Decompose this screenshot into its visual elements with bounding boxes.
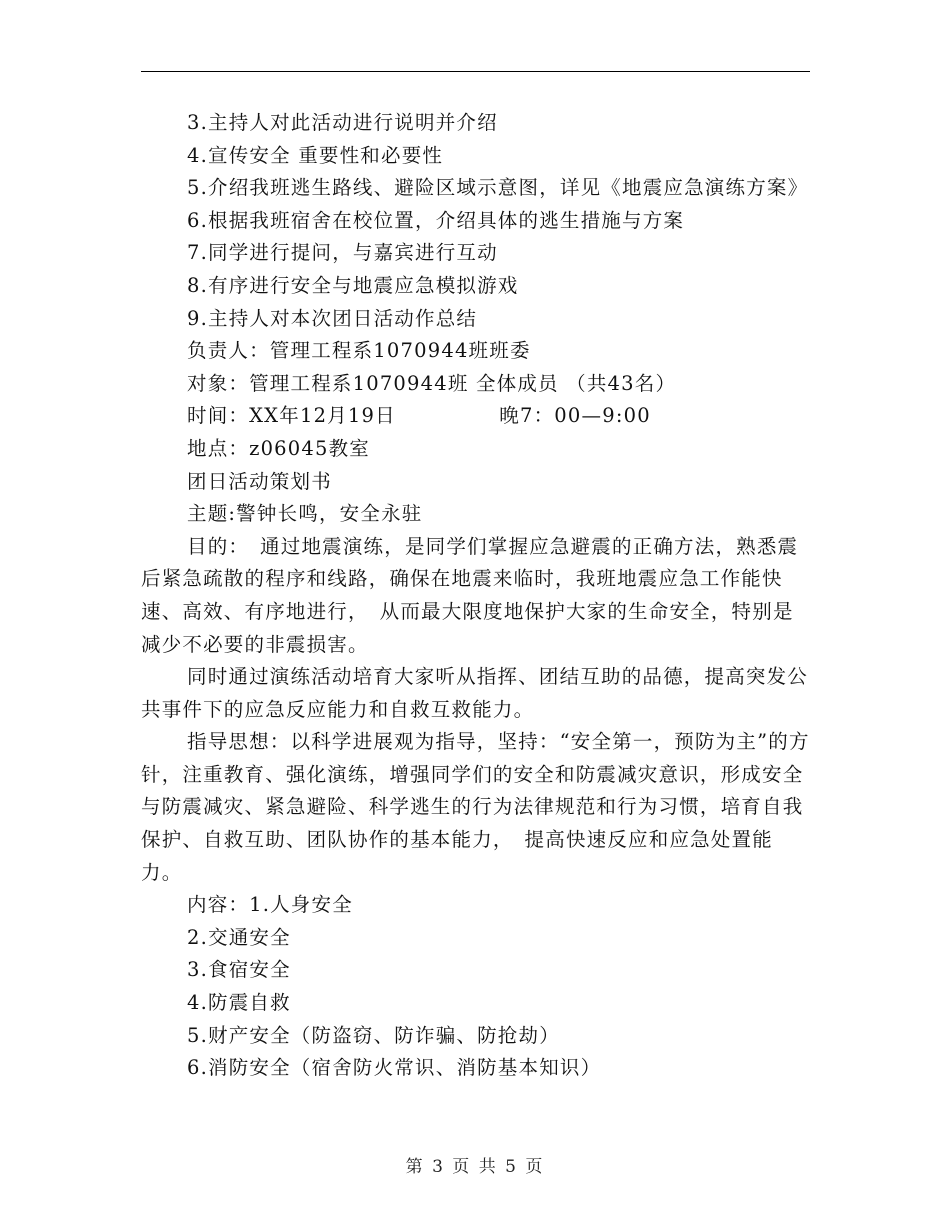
purpose-continued-paragraph: 同时通过演练活动培育大家听从指挥、团结互助的品德，提高突发公共事件下的应急反应能力和自救互救能力。 [141,665,809,721]
list-item: 4.宣传安全 重要性和必要性 [187,143,444,167]
page-number-footer: 第 3 页 共 5 页 [405,1157,545,1177]
section-title: 团日活动策划书 [187,469,332,493]
audience: 对象：管理工程系1070944班 全体成员 （共43名） [187,371,677,395]
content-item: 4.防震自救 [187,991,291,1015]
document-body [141,107,813,1085]
header-rule [141,71,810,72]
content-item: 内容：1.人身安全 [187,893,353,917]
guiding-principle-paragraph: 指导思想：以科学进展观为指导，坚持：“安全第一，预防为主”的方针，注重教育、强化演练，增强同学们的安全和防震减灾意识，形成安全与防震减灾、紧急避险、科学逃生的行为法律规范和行为习惯，培育自我保护、自救互助、团队协作的基本能力， 提高快速反应和应急处置能力。 [141,730,810,884]
list-item: 3.主持人对此活动进行说明并介绍 [187,111,498,134]
event-time: 时间：XX年12月19日 晚7：00—9:00 [187,404,651,428]
list-item: 8.有序进行安全与地震应急模拟游戏 [187,273,519,297]
list-item: 5.介绍我班逃生路线、避险区域示意图，详见《地震应急演练方案》 [187,176,809,200]
content-item: 6.消防安全（宿舍防火常识、消防基本知识） [187,1056,602,1080]
list-item: 7.同学进行提问，与嘉宾进行互动 [187,241,498,265]
theme: 主题:警钟长鸣，安全永驻 [187,502,423,526]
content-item: 5.财产安全（防盗窃、防诈骗、防抢劫） [187,1023,560,1047]
list-item: 9.主持人对本次团日活动作总结 [187,306,478,330]
list-item: 6.根据我班宿舍在校位置，介绍具体的逃生措施与方案 [187,208,685,232]
content-item: 2.交通安全 [187,925,291,949]
responsible-person: 负责人：管理工程系1070944班班委 [187,339,531,363]
purpose-paragraph: 目的： 通过地震演练，是同学们掌握应急避震的正确方法，熟悉震后紧急疏散的程序和线路，确保在地震来临时，我班地震应急工作能快速、高效、有序地进行， 从而最大限度地保护大家的生命安全，特别是减少不必要的非震损害。 [141,534,799,656]
event-location: 地点：z06045教室 [187,436,371,460]
content-item: 3.食宿安全 [187,958,291,982]
